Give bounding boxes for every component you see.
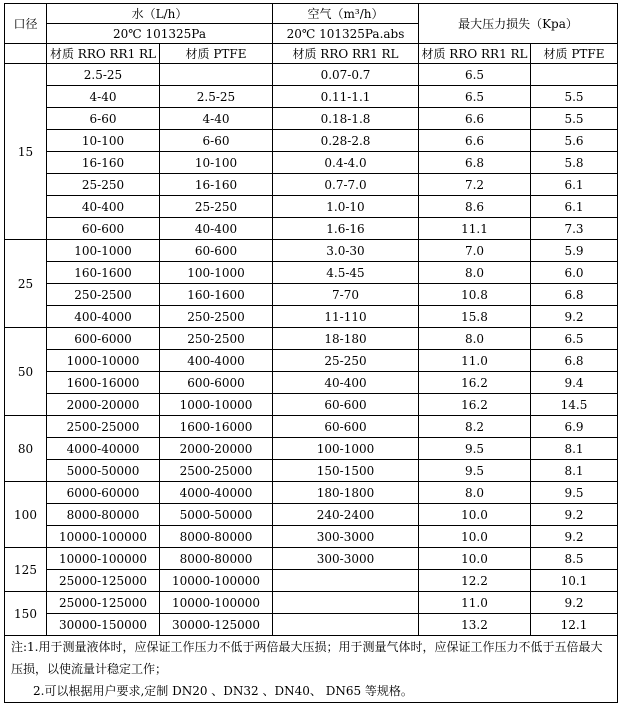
loss-material-rro-header: 材质 RRO RR1 RL (419, 44, 531, 64)
caliber-cell: 50 (5, 328, 47, 416)
air-cell: 1.0-10 (273, 196, 419, 218)
water-ptfe-cell: 5000-50000 (160, 504, 273, 526)
table-row (5, 284, 618, 306)
air-cell: 11-110 (273, 306, 419, 328)
loss-rro-cell: 11.0 (419, 350, 531, 372)
air-cell: 40-400 (273, 372, 419, 394)
loss-rro-cell: 6.6 (419, 108, 531, 130)
loss-ptfe-cell: 6.0 (531, 262, 618, 284)
water-ptfe-cell: 10-100 (160, 152, 273, 174)
loss-ptfe-cell: 14.5 (531, 394, 618, 416)
air-cell: 7-70 (273, 284, 419, 306)
table-row (5, 174, 618, 196)
water-header (47, 4, 273, 24)
air-cell (273, 614, 419, 636)
water-rro-cell: 250-2500 (47, 284, 160, 306)
water-rro-cell: 2.5-25 (47, 64, 160, 86)
air-cell: 0.11-1.1 (273, 86, 419, 108)
air-cell: 0.07-0.7 (273, 64, 419, 86)
note-line-1: 注:1.用于测量液体时，应保证工作压力不低于两倍最大压损；用于测量气体时，应保证工作压力不低于五倍最大压损，以使流量计稳定工作； (11, 640, 603, 676)
table-row (5, 86, 618, 108)
loss-rro-cell: 6.8 (419, 152, 531, 174)
loss-ptfe-cell: 9.2 (531, 306, 618, 328)
loss-rro-cell: 8.6 (419, 196, 531, 218)
loss-ptfe-cell: 7.3 (531, 218, 618, 240)
water-rro-cell: 2500-25000 (47, 416, 160, 438)
loss-ptfe-cell: 8.1 (531, 438, 618, 460)
water-ptfe-cell: 600-6000 (160, 372, 273, 394)
loss-ptfe-cell: 5.5 (531, 86, 618, 108)
water-ptfe-cell: 250-2500 (160, 306, 273, 328)
loss-rro-cell: 6.6 (419, 130, 531, 152)
water-ptfe-cell: 8000-80000 (160, 548, 273, 570)
water-ptfe-cell: 10000-100000 (160, 570, 273, 592)
table-row (5, 306, 618, 328)
water-ptfe-cell: 8000-80000 (160, 526, 273, 548)
table-row (5, 592, 618, 614)
water-ptfe-cell: 30000-125000 (160, 614, 273, 636)
water-material-rro-header: 材质 RRO RR1 RL (47, 44, 160, 64)
water-rro-cell: 40-400 (47, 196, 160, 218)
air-cell: 0.7-7.0 (273, 174, 419, 196)
water-ptfe-cell: 250-2500 (160, 328, 273, 350)
water-ptfe-cell: 6-60 (160, 130, 273, 152)
spec-document (4, 3, 617, 703)
water-title: 水（L/h） (131, 7, 188, 21)
water-rro-cell: 600-6000 (47, 328, 160, 350)
caliber-cell: 25 (5, 240, 47, 328)
water-ptfe-cell: 100-1000 (160, 262, 273, 284)
loss-rro-cell: 8.0 (419, 328, 531, 350)
loss-rro-cell: 16.2 (419, 394, 531, 416)
loss-ptfe-cell (531, 64, 618, 86)
table-row (5, 64, 618, 86)
water-rro-cell: 8000-80000 (47, 504, 160, 526)
loss-rro-cell: 11.1 (419, 218, 531, 240)
air-cell: 4.5-45 (273, 262, 419, 284)
loss-ptfe-cell: 9.4 (531, 372, 618, 394)
loss-rro-cell: 8.0 (419, 482, 531, 504)
loss-rro-cell: 11.0 (419, 592, 531, 614)
table-row (5, 438, 618, 460)
water-rro-cell: 10000-100000 (47, 526, 160, 548)
loss-rro-cell: 16.2 (419, 372, 531, 394)
pressure-loss-header: 最大压力损失（Kpa） (419, 4, 618, 44)
loss-ptfe-cell: 6.9 (531, 416, 618, 438)
loss-rro-cell: 6.5 (419, 64, 531, 86)
water-rro-cell: 160-1600 (47, 262, 160, 284)
loss-ptfe-cell: 9.2 (531, 526, 618, 548)
water-ptfe-cell: 1000-10000 (160, 394, 273, 416)
water-ptfe-cell: 60-600 (160, 240, 273, 262)
table-header (5, 4, 618, 64)
table-row (5, 350, 618, 372)
water-rro-cell: 6-60 (47, 108, 160, 130)
loss-ptfe-cell: 12.1 (531, 614, 618, 636)
loss-rro-cell: 9.5 (419, 438, 531, 460)
water-rro-cell: 1000-10000 (47, 350, 160, 372)
loss-ptfe-cell: 8.5 (531, 548, 618, 570)
table-row (5, 152, 618, 174)
air-cell (273, 570, 419, 592)
table-row (5, 526, 618, 548)
loss-ptfe-cell: 6.5 (531, 328, 618, 350)
table-row (5, 394, 618, 416)
loss-rro-cell: 10.0 (419, 504, 531, 526)
air-cell: 100-1000 (273, 438, 419, 460)
table-row (5, 262, 618, 284)
loss-rro-cell: 7.2 (419, 174, 531, 196)
flow-spec-table (4, 3, 618, 703)
air-cell: 1.6-16 (273, 218, 419, 240)
loss-ptfe-cell: 9.2 (531, 504, 618, 526)
loss-ptfe-cell: 9.5 (531, 482, 618, 504)
caliber-cell: 15 (5, 64, 47, 240)
water-rro-cell: 60-600 (47, 218, 160, 240)
water-ptfe-cell: 400-4000 (160, 350, 273, 372)
air-cell: 25-250 (273, 350, 419, 372)
loss-ptfe-cell: 5.5 (531, 108, 618, 130)
caliber-cell: 150 (5, 592, 47, 636)
loss-rro-cell: 15.8 (419, 306, 531, 328)
air-header (273, 4, 419, 24)
loss-rro-cell: 10.8 (419, 284, 531, 306)
loss-rro-cell: 9.5 (419, 460, 531, 482)
water-ptfe-cell (160, 64, 273, 86)
air-cell: 3.0-30 (273, 240, 419, 262)
water-ptfe-cell: 160-1600 (160, 284, 273, 306)
water-rro-cell: 30000-150000 (47, 614, 160, 636)
loss-ptfe-cell: 10.1 (531, 570, 618, 592)
loss-rro-cell: 7.0 (419, 240, 531, 262)
notes (5, 636, 618, 703)
air-cell: 0.18-1.8 (273, 108, 419, 130)
loss-ptfe-cell: 5.6 (531, 130, 618, 152)
water-ptfe-cell: 2500-25000 (160, 460, 273, 482)
water-rro-cell: 4-40 (47, 86, 160, 108)
table-row (5, 416, 618, 438)
water-rro-cell: 400-4000 (47, 306, 160, 328)
loss-ptfe-cell: 5.9 (531, 240, 618, 262)
water-ptfe-cell: 10000-100000 (160, 592, 273, 614)
table-row (5, 482, 618, 504)
air-condition: 20℃ 101325Pa.abs (273, 24, 419, 44)
loss-ptfe-cell: 6.1 (531, 174, 618, 196)
air-cell: 60-600 (273, 416, 419, 438)
loss-ptfe-cell: 6.8 (531, 284, 618, 306)
loss-ptfe-cell: 9.2 (531, 592, 618, 614)
water-rro-cell: 100-1000 (47, 240, 160, 262)
air-cell: 180-1800 (273, 482, 419, 504)
loss-rro-cell: 10.0 (419, 526, 531, 548)
air-material-rro-header: 材质 RRO RR1 RL (273, 44, 419, 64)
table-row (5, 614, 618, 636)
water-ptfe-cell: 25-250 (160, 196, 273, 218)
water-rro-cell: 2000-20000 (47, 394, 160, 416)
table-row (5, 218, 618, 240)
table-row (5, 108, 618, 130)
water-ptfe-cell: 2.5-25 (160, 86, 273, 108)
table-row (5, 548, 618, 570)
note-line-2: 2.可以根据用户要求,定制 DN20 、DN32 、DN40、 DN65 等规格。 (33, 684, 413, 698)
loss-rro-cell: 8.2 (419, 416, 531, 438)
caliber-header: 口径 (5, 4, 47, 44)
air-cell (273, 592, 419, 614)
water-rro-cell: 5000-50000 (47, 460, 160, 482)
caliber-cell: 125 (5, 548, 47, 592)
water-rro-cell: 4000-40000 (47, 438, 160, 460)
water-material-ptfe-header: 材质 PTFE (160, 44, 273, 64)
table-row (5, 328, 618, 350)
air-cell: 150-1500 (273, 460, 419, 482)
air-cell: 0.28-2.8 (273, 130, 419, 152)
loss-rro-cell: 13.2 (419, 614, 531, 636)
water-rro-cell: 16-160 (47, 152, 160, 174)
loss-ptfe-cell: 6.8 (531, 350, 618, 372)
water-rro-cell: 25000-125000 (47, 592, 160, 614)
water-ptfe-cell: 16-160 (160, 174, 273, 196)
water-condition: 20℃ 101325Pa (47, 24, 273, 44)
air-cell: 300-3000 (273, 526, 419, 548)
table-row (5, 570, 618, 592)
air-cell: 60-600 (273, 394, 419, 416)
air-cell: 0.4-4.0 (273, 152, 419, 174)
table-row (5, 460, 618, 482)
loss-ptfe-cell: 6.1 (531, 196, 618, 218)
caliber-cell: 100 (5, 482, 47, 548)
water-rro-cell: 25000-125000 (47, 570, 160, 592)
table-row (5, 240, 618, 262)
air-cell: 300-3000 (273, 548, 419, 570)
water-ptfe-cell: 4000-40000 (160, 482, 273, 504)
air-title: 空气（m³/h） (307, 7, 384, 21)
table-row (5, 196, 618, 218)
water-ptfe-cell: 2000-20000 (160, 438, 273, 460)
water-rro-cell: 1600-16000 (47, 372, 160, 394)
water-rro-cell: 25-250 (47, 174, 160, 196)
water-rro-cell: 6000-60000 (47, 482, 160, 504)
loss-rro-cell: 10.0 (419, 548, 531, 570)
loss-ptfe-cell: 5.8 (531, 152, 618, 174)
blank-header-cell (5, 44, 47, 64)
loss-rro-cell: 8.0 (419, 262, 531, 284)
loss-ptfe-cell: 8.1 (531, 460, 618, 482)
table-row (5, 130, 618, 152)
air-cell: 18-180 (273, 328, 419, 350)
water-rro-cell: 10-100 (47, 130, 160, 152)
water-rro-cell: 10000-100000 (47, 548, 160, 570)
loss-rro-cell: 12.2 (419, 570, 531, 592)
loss-material-ptfe-header: 材质 PTFE (531, 44, 618, 64)
table-row (5, 372, 618, 394)
table-row (5, 504, 618, 526)
water-ptfe-cell: 1600-16000 (160, 416, 273, 438)
water-ptfe-cell: 40-400 (160, 218, 273, 240)
air-cell: 240-2400 (273, 504, 419, 526)
table-body (5, 64, 618, 636)
caliber-cell: 80 (5, 416, 47, 482)
loss-rro-cell: 6.5 (419, 86, 531, 108)
water-ptfe-cell: 4-40 (160, 108, 273, 130)
